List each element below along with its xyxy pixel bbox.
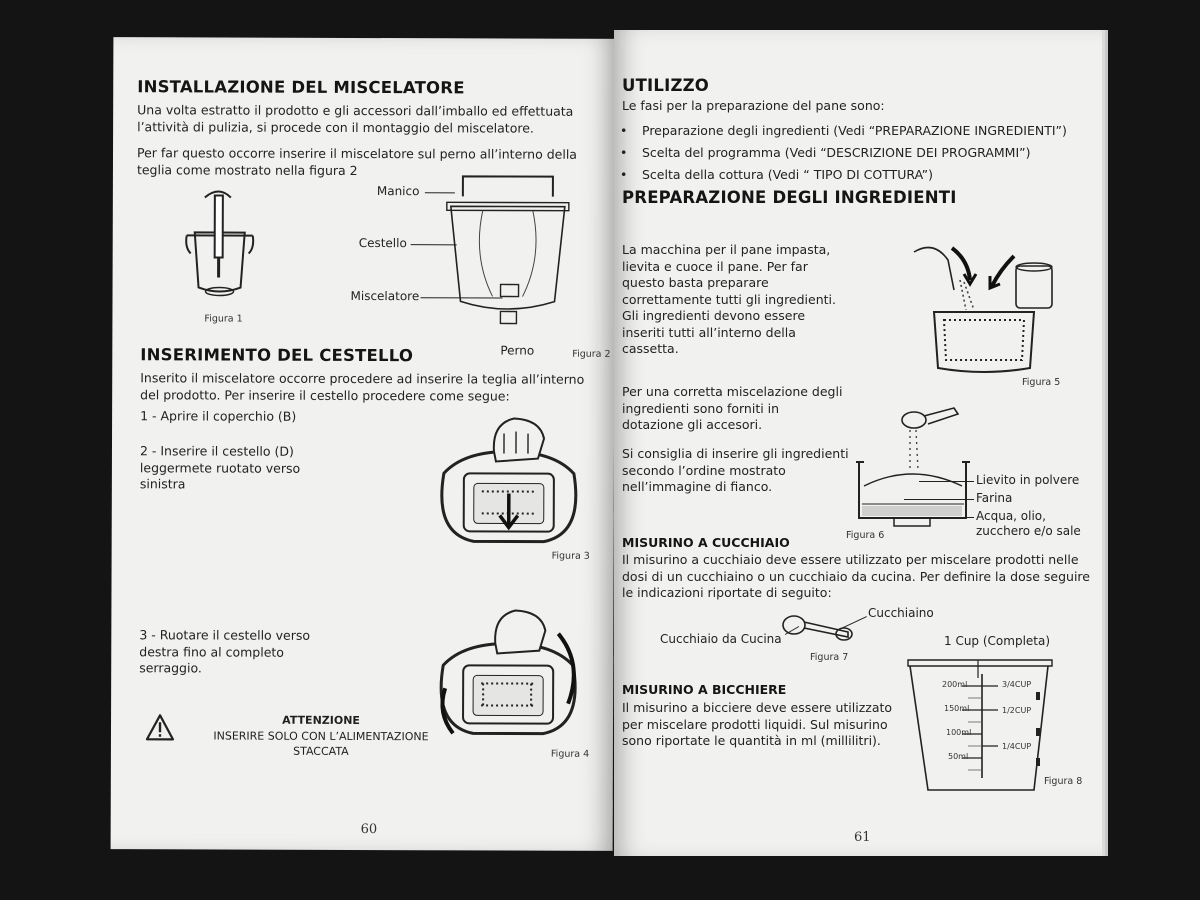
- ml-mark-200: 200ml: [942, 680, 968, 689]
- section-title-cucchiaio: MISURINO A CUCCHIAIO: [622, 535, 790, 550]
- label-farina: Farina: [976, 491, 1013, 505]
- figure-1-caption: Figura 1: [204, 313, 243, 325]
- figure-1-illustration: [174, 187, 264, 307]
- section-title-inserimento: INSERIMENTO DEL CESTELLO: [140, 345, 414, 366]
- label-cucchiaio-da-cucina: Cucchiaio da Cucina: [660, 632, 782, 646]
- label-cestello-line: [411, 244, 457, 245]
- preparazione-paragraph-3: Si consiglia di inserire gli ingredienti secondo l’ordine mostrato nell’immagine di fianco.: [622, 446, 849, 494]
- label-1-cup: 1 Cup (Completa): [944, 634, 1051, 648]
- warning-title: ATTENZIONE: [282, 713, 360, 727]
- label-perno: Perno: [500, 343, 535, 358]
- label-farina-line: [904, 499, 974, 500]
- section-title-utilizzo: UTILIZZO: [622, 76, 710, 95]
- utilizzo-bullet-list: [620, 120, 1090, 186]
- label-cestello: Cestello: [358, 235, 407, 251]
- step-3-text: 3 - Ruotare il cestello verso destra fino al completo serraggio.: [139, 627, 311, 676]
- figure-4-illustration: [433, 603, 583, 744]
- step-2-text: 2 - Inserire il cestello (D) leggermete ruotato verso sinistra: [139, 443, 301, 492]
- label-cucchiaino: Cucchiaino: [868, 606, 934, 620]
- figure-4-caption: Figura 4: [550, 748, 590, 760]
- utilizzo-bullet-item: • Scelta del programma (Vedi “DESCRIZIONE DEI PROGRAMMI”): [620, 142, 1090, 164]
- cucchiaio-paragraph: Il misurino a cucchiaio deve essere utilizzato per miscelare prodotti nelle dosi di un cucchiaino o un cucchiaio da cucina. Per definire la dose seguire le indicazioni riportate di seguito:: [622, 552, 1090, 600]
- cup-mark-3-4: 3/4CUP: [1002, 680, 1032, 689]
- figure-3-caption: Figura 3: [551, 550, 590, 562]
- utilizzo-bullet-item: • Scelta della cottura (Vedi “ TIPO DI COTTURA”): [620, 164, 1090, 186]
- utilizzo-intro: Le fasi per la preparazione del pane sono:: [622, 98, 885, 113]
- label-miscelatore: Miscelatore: [350, 288, 420, 304]
- warning-triangle-icon: [145, 713, 175, 741]
- label-manico: Manico: [376, 184, 420, 199]
- installazione-paragraph-1: Una volta estratto il prodotto e gli accessori dall’imballo ed effettuata l’attività di pulizia, si procede con il montaggio del miscelatore.: [137, 102, 574, 136]
- label-lievito: Lievito in polvere: [976, 473, 1080, 487]
- figure-8-measuring-cup: [906, 658, 1056, 793]
- label-manico-line: [425, 192, 455, 193]
- figure-2-illustration: [442, 166, 573, 341]
- ml-mark-50: 50ml: [948, 752, 969, 761]
- figure-7-illustration: [782, 610, 862, 640]
- section-title-installazione: INSTALLAZIONE DEL MISCELATORE: [137, 77, 465, 98]
- label-acqua-line: [914, 517, 974, 518]
- figure-3-illustration: [434, 413, 584, 549]
- step-1-text: 1 - Aprire il coperchio (B): [140, 408, 297, 424]
- preparazione-paragraph-1: La macchina per il pane impasta, lievita e cuoce il pane. Per far questo basta preparare correttamente tutti gli ingredienti. Gli ingredienti devono essere inseriti tutti all’interno della cassetta.: [622, 242, 836, 356]
- figure-5-illustration: [904, 240, 1064, 380]
- installazione-paragraph-2: Per far questo occorre inserire il miscelatore sul perno all’interno della teglia come mostrato nella figura 2: [136, 145, 578, 178]
- figure-5-caption: Figura 5: [1022, 377, 1061, 388]
- figure-7-caption: Figura 7: [810, 652, 849, 663]
- figure-8-caption: Figura 8: [1044, 776, 1083, 787]
- figure-6-illustration: [854, 400, 976, 528]
- warning-text: INSERIRE SOLO CON L’ALIMENTAZIONE STACCATA: [213, 729, 429, 758]
- right-page: [614, 30, 1102, 856]
- figure-2-caption: Figura 2: [572, 348, 611, 360]
- figure-6-caption: Figura 6: [846, 530, 885, 541]
- left-page: [111, 37, 616, 851]
- page-number-right: 61: [854, 830, 871, 845]
- inserimento-paragraph: Inserito il miscelatore occorre procedere ad inserire la teglia all’interno del prodotto. Per inserire il cestello procedere come segue:: [140, 370, 585, 404]
- section-title-preparazione: PREPARAZIONE DEGLI INGREDIENTI: [622, 188, 957, 207]
- label-acqua: Acqua, olio, zucchero e/o sale: [976, 509, 1081, 538]
- label-lievito-line: [919, 481, 974, 482]
- ml-mark-150: 150ml: [944, 704, 970, 713]
- label-miscelatore-line: [421, 297, 503, 298]
- preparazione-paragraph-2: Per una corretta miscelazione degli ingredienti sono forniti in dotazione gli accesori.: [622, 384, 843, 432]
- section-title-bicchiere: MISURINO A BICCHIERE: [622, 682, 787, 697]
- cup-mark-1-4: 1/4CUP: [1002, 742, 1032, 751]
- page-number-left: 60: [360, 821, 378, 838]
- cup-mark-1-2: 1/2CUP: [1002, 706, 1032, 715]
- utilizzo-bullet-item: • Preparazione degli ingredienti (Vedi “PREPARAZIONE INGREDIENTI”): [620, 120, 1090, 142]
- ml-mark-100: 100ml: [946, 728, 972, 737]
- bicchiere-paragraph: Il misurino a bicciere deve essere utilizzato per miscelare prodotti liquidi. Sul misurino sono riportate le quantità in ml (millilitri).: [622, 700, 893, 748]
